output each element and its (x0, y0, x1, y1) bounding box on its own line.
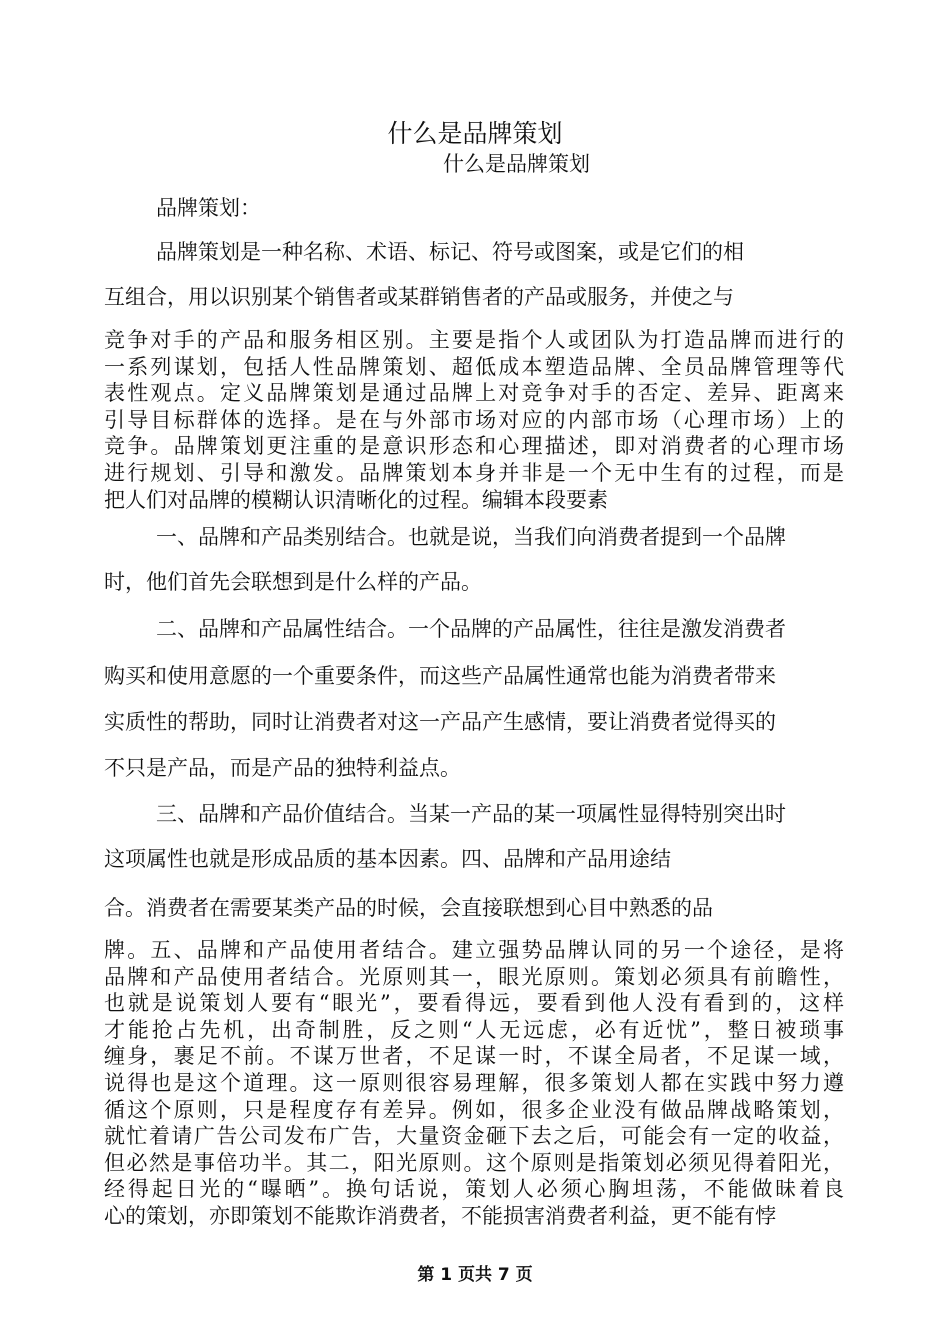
paragraph-line: 才能抢占先机，出奇制胜，反之则“人无远虑，必有近忧”，整日被琐事 (104, 1017, 844, 1042)
document-subtitle: 什么是品牌策划 (443, 152, 590, 176)
paragraph-line: 牌。五、品牌和产品使用者结合。建立强势品牌认同的另一个途径，是将 (104, 938, 844, 962)
paragraph-block (104, 327, 844, 513)
paragraph-line: 缠身，裹足不前。不谋万世者，不足谋一时，不谋全局者，不足谋一域， (104, 1044, 844, 1069)
paragraph-line: 二、品牌和产品属性结合。一个品牌的产品属性，往往是激发消费者 (156, 617, 786, 641)
paragraph-line: 说得也是这个道理。这一原则很容易理解，很多策划人都在实践中努力遵 (104, 1070, 844, 1095)
paragraph-line: 购买和使用意愿的一个重要条件，而这些产品属性通常也能为消费者带来 (104, 664, 776, 688)
paragraph-line: 但必然是事倍功半。其二，阳光原则。这个原则是指策划必须见得着阳光， (104, 1150, 844, 1175)
paragraph-line: 进行规划、引导和激发。品牌策划本身并非是一个无中生有的过程，而是 (104, 460, 844, 485)
paragraph-line: 三、品牌和产品价值结合。当某一产品的某一项属性显得特别突出时 (156, 802, 786, 826)
paragraph-line: 竞争对手的产品和服务相区别。主要是指个人或团队为打造品牌而进行的 (104, 328, 844, 352)
paragraph-line: 引导目标群体的选择。是在与外部市场对应的内部市场（心理市场）上的 (104, 407, 844, 432)
paragraph-line: 实质性的帮助，同时让消费者对这一产品产生感情，要让消费者觉得买的 (104, 710, 776, 734)
paragraph-line: 就忙着请广告公司发布广告，大量资金砸下去之后，可能会有一定的收益， (104, 1124, 844, 1149)
paragraph-line: 经得起日光的“曝晒”。换句话说，策划人必须心胸坦荡，不能做昧着良 (104, 1177, 844, 1202)
paragraph-line: 表性观点。定义品牌策划是通过品牌上对竞争对手的否定、差异、距离来 (104, 381, 844, 406)
paragraph-line: 品牌和产品使用者结合。光原则其一，眼光原则。策划必须具有前瞻性， (104, 964, 844, 989)
paragraph-line: 互组合，用以识别某个销售者或某群销售者的产品或服务，并使之与 (104, 285, 734, 309)
paragraph-line: 循这个原则，只是程度存有差异。例如，很多企业没有做品牌战略策划， (104, 1097, 844, 1122)
paragraph-block (104, 937, 844, 1230)
section-heading: 品牌策划： (156, 196, 261, 220)
paragraph-line: 也就是说策划人要有“眼光”，要看得远，要看到他人没有看到的，这样 (104, 991, 844, 1016)
paragraph-line: 合。消费者在需要某类产品的时候，会直接联想到心目中熟悉的品 (104, 896, 713, 920)
paragraph-line: 不只是产品，而是产品的独特利益点。 (104, 756, 461, 780)
paragraph-line: 品牌策划是一种名称、术语、标记、符号或图案，或是它们的相 (156, 240, 744, 264)
paragraph-line: 把人们对品牌的模糊认识清晰化的过程。编辑本段要素 (104, 487, 608, 512)
paragraph-line: 时，他们首先会联想到是什么样的产品。 (104, 570, 482, 594)
paragraph-line: 心的策划，亦即策划不能欺诈消费者，不能损害消费者利益，更不能有悖 (104, 1203, 776, 1228)
page-number-footer: 第 1 页共 7 页 (417, 1265, 533, 1285)
document-title: 什么是品牌策划 (387, 119, 563, 148)
paragraph-line: 一系列谋划，包括人性品牌策划、超低成本塑造品牌、全员品牌管理等代 (104, 354, 844, 379)
paragraph-line: 竞争。品牌策划更注重的是意识形态和心理描述，即对消费者的心理市场 (104, 434, 844, 459)
paragraph-line: 一、品牌和产品类别结合。也就是说，当我们向消费者提到一个品牌 (156, 525, 786, 549)
paragraph-line: 这项属性也就是形成品质的基本因素。四、品牌和产品用途结 (104, 847, 671, 871)
